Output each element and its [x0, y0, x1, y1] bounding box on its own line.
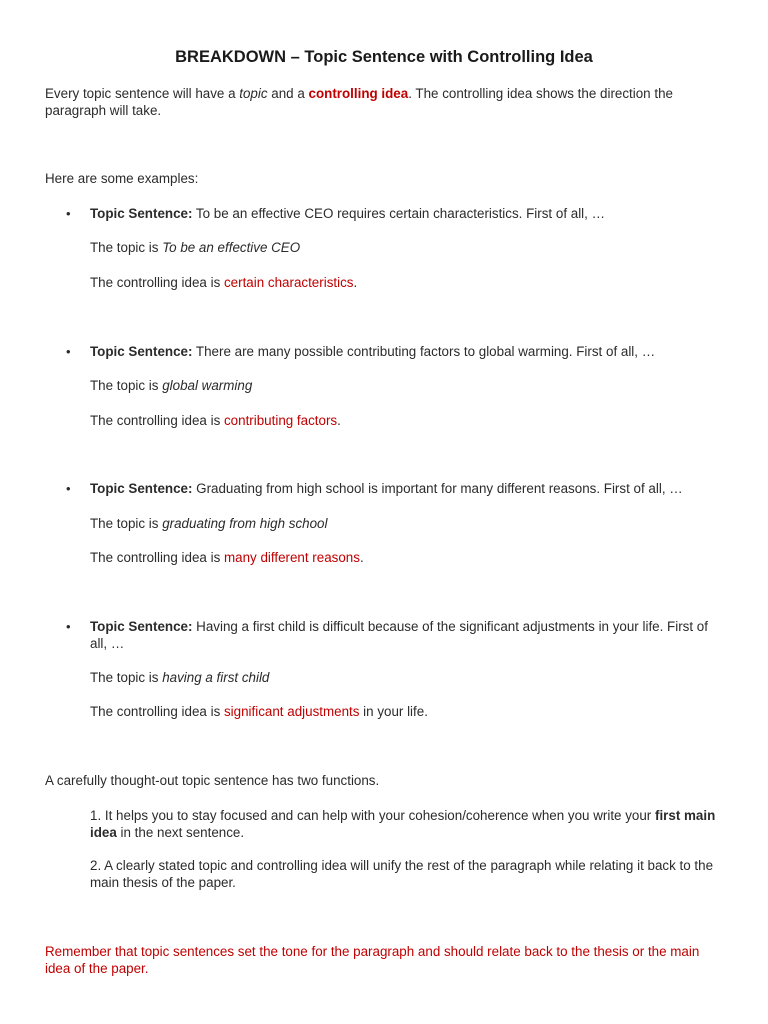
- ci-suffix: .: [353, 275, 358, 290]
- topic-value: graduating from high school: [162, 516, 328, 531]
- example-ci-line: [90, 550, 725, 567]
- function-1-text-end: in the next sentence.: [116, 824, 245, 840]
- example-topic-line: [90, 240, 725, 257]
- ci-value: significant adjustments: [223, 704, 360, 719]
- example-sentence: [90, 481, 725, 498]
- ci-suffix: in your life.: [359, 704, 428, 719]
- function-item-1: [90, 808, 725, 841]
- example-ci-line: [90, 275, 725, 292]
- topic-value: To be an effective CEO: [162, 240, 301, 255]
- example-sentence-text: Graduating from high school is important for many different reasons. First of all, …: [192, 481, 683, 496]
- intro-paragraph: [45, 86, 725, 119]
- ci-prefix: The controlling idea is: [90, 550, 224, 565]
- example-sentence: [90, 206, 725, 223]
- bullet-marker: •: [66, 619, 71, 634]
- example-label: Topic Sentence:: [90, 206, 193, 221]
- ci-value: many different reasons: [223, 550, 360, 565]
- intro-controlling-word: controlling idea: [308, 86, 409, 101]
- example-ci-line: [90, 413, 725, 430]
- example-label: Topic Sentence:: [90, 619, 193, 634]
- example-topic-line: [90, 516, 725, 533]
- topic-prefix: The topic is: [90, 516, 163, 531]
- topic-prefix: The topic is: [90, 670, 163, 685]
- ci-value: certain characteristics: [223, 275, 354, 290]
- intro-text-1: Every topic sentence will have a: [45, 86, 240, 101]
- intro-text-2: and a: [267, 86, 309, 101]
- function-item-2: 2. A clearly stated topic and controlling idea will unify the rest of the paragraph while relating it back to the main thesis of the paper.: [90, 858, 714, 890]
- function-1-text: 1. It helps you to stay focused and can help with your cohesion/coherence when you write your: [90, 808, 655, 823]
- bullet-marker: •: [66, 344, 71, 359]
- example-sentence-text: To be an effective CEO requires certain characteristics. First of all, …: [192, 206, 605, 221]
- example-sentence-text: There are many possible contributing factors to global warming. First of all, …: [192, 344, 656, 359]
- ci-prefix: The controlling idea is: [90, 704, 224, 719]
- example-ci-line: [90, 704, 725, 721]
- example-sentence: [90, 344, 725, 361]
- examples-heading: Here are some examples:: [45, 171, 199, 186]
- reminder-note: Remember that topic sentences set the tone for the paragraph and should relate back to the thesis or the main idea of the paper.: [45, 944, 700, 976]
- intro-topic-word: topic: [239, 86, 268, 101]
- ci-prefix: The controlling idea is: [90, 413, 224, 428]
- functions-heading: A carefully thought-out topic sentence has two functions.: [45, 773, 380, 788]
- ci-prefix: The controlling idea is: [90, 275, 224, 290]
- example-label: Topic Sentence:: [90, 344, 193, 359]
- topic-value: having a first child: [162, 670, 270, 685]
- page-title: BREAKDOWN – Topic Sentence with Controlling Idea: [175, 48, 593, 66]
- topic-value: global warming: [162, 378, 253, 393]
- function-1-bold: first main idea: [90, 808, 716, 840]
- example-label: Topic Sentence:: [90, 481, 193, 496]
- bullet-marker: •: [66, 206, 71, 221]
- example-topic-line: [90, 378, 725, 395]
- example-topic-line: [90, 670, 725, 687]
- example-sentence-text: Having a first child is difficult because of the significant adjustments in your life. First of all, …: [90, 619, 708, 651]
- ci-value: contributing factors: [223, 413, 338, 428]
- topic-prefix: The topic is: [90, 240, 163, 255]
- bullet-marker: •: [66, 481, 71, 496]
- ci-suffix: .: [359, 550, 364, 565]
- example-sentence: [90, 619, 725, 652]
- ci-suffix: .: [337, 413, 341, 428]
- topic-prefix: The topic is: [90, 378, 163, 393]
- intro-text-3: . The controlling idea shows the direction the paragraph will take.: [45, 86, 673, 118]
